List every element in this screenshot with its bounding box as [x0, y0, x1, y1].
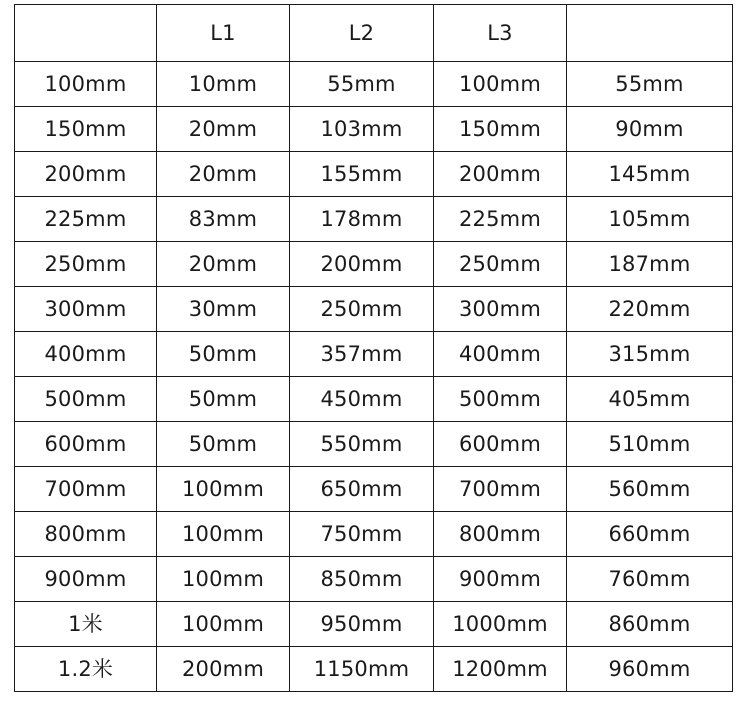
table-row — [15, 512, 733, 557]
table-cell-l2: 1150mm — [290, 647, 434, 692]
table-row — [15, 422, 733, 467]
table-cell-l2: 950mm — [290, 602, 434, 647]
table-cell-l1: 20mm — [157, 107, 290, 152]
table-cell-l2: 850mm — [290, 557, 434, 602]
table-cell-size: 200mm — [15, 152, 157, 197]
table-row — [15, 242, 733, 287]
table-cell-l1: 50mm — [157, 377, 290, 422]
table-cell-l3: 300mm — [434, 287, 567, 332]
table-cell-l3: 700mm — [434, 467, 567, 512]
table-cell-l3: 100mm — [434, 62, 567, 107]
table-cell-l1: 200mm — [157, 647, 290, 692]
table-cell-l2: 550mm — [290, 422, 434, 467]
header-cell-size — [15, 5, 157, 62]
table-cell-size: 400mm — [15, 332, 157, 377]
table-cell-size: 600mm — [15, 422, 157, 467]
table-cell-size: 1.2米 — [15, 647, 157, 692]
table-row — [15, 557, 733, 602]
table-cell-l3: 200mm — [434, 152, 567, 197]
table-cell-l2: 178mm — [290, 197, 434, 242]
table-cell-extra: 560mm — [567, 467, 733, 512]
table-cell-l2: 750mm — [290, 512, 434, 557]
table-cell-size: 800mm — [15, 512, 157, 557]
table-cell-l2: 650mm — [290, 467, 434, 512]
table-cell-l1: 30mm — [157, 287, 290, 332]
table-cell-l3: 500mm — [434, 377, 567, 422]
table-cell-l3: 225mm — [434, 197, 567, 242]
table-cell-l2: 55mm — [290, 62, 434, 107]
table-cell-l1: 50mm — [157, 422, 290, 467]
table-cell-size: 300mm — [15, 287, 157, 332]
table-row — [15, 107, 733, 152]
table-cell-l3: 800mm — [434, 512, 567, 557]
table-cell-l3: 1200mm — [434, 647, 567, 692]
table-row — [15, 287, 733, 332]
table-cell-l2: 357mm — [290, 332, 434, 377]
table-row — [15, 467, 733, 512]
table-cell-size: 700mm — [15, 467, 157, 512]
table-cell-l3: 900mm — [434, 557, 567, 602]
table-cell-l2: 250mm — [290, 287, 434, 332]
header-cell-l2: L2 — [290, 5, 434, 62]
table-cell-l2: 103mm — [290, 107, 434, 152]
table-cell-l1: 50mm — [157, 332, 290, 377]
table-cell-l3: 600mm — [434, 422, 567, 467]
table-cell-l3: 1000mm — [434, 602, 567, 647]
table-cell-extra: 960mm — [567, 647, 733, 692]
table-cell-l3: 250mm — [434, 242, 567, 287]
table-cell-l1: 100mm — [157, 512, 290, 557]
table-cell-size: 225mm — [15, 197, 157, 242]
table-cell-extra: 145mm — [567, 152, 733, 197]
table-cell-extra: 760mm — [567, 557, 733, 602]
table-row — [15, 647, 733, 692]
table-cell-l3: 400mm — [434, 332, 567, 377]
table-cell-l3: 150mm — [434, 107, 567, 152]
table-cell-extra: 220mm — [567, 287, 733, 332]
table-cell-l1: 10mm — [157, 62, 290, 107]
table-row — [15, 152, 733, 197]
table-cell-size: 100mm — [15, 62, 157, 107]
header-cell-l3: L3 — [434, 5, 567, 62]
table-cell-extra: 860mm — [567, 602, 733, 647]
table-cell-size: 500mm — [15, 377, 157, 422]
table-cell-l1: 100mm — [157, 557, 290, 602]
header-cell-l1: L1 — [157, 5, 290, 62]
table-cell-l1: 20mm — [157, 152, 290, 197]
table-cell-size: 1米 — [15, 602, 157, 647]
table-cell-l2: 200mm — [290, 242, 434, 287]
table-row — [15, 602, 733, 647]
table-cell-extra: 105mm — [567, 197, 733, 242]
table-cell-size: 150mm — [15, 107, 157, 152]
size-spec-table — [14, 4, 733, 692]
table-cell-extra: 510mm — [567, 422, 733, 467]
table-cell-l2: 450mm — [290, 377, 434, 422]
table-cell-l1: 100mm — [157, 467, 290, 512]
table-row — [15, 62, 733, 107]
table-cell-l2: 155mm — [290, 152, 434, 197]
table-cell-extra: 55mm — [567, 62, 733, 107]
table-row — [15, 332, 733, 377]
table-body — [15, 5, 733, 692]
table-cell-extra: 405mm — [567, 377, 733, 422]
table-row — [15, 377, 733, 422]
table-row — [15, 197, 733, 242]
table-cell-extra: 90mm — [567, 107, 733, 152]
table-cell-size: 250mm — [15, 242, 157, 287]
table-cell-l1: 20mm — [157, 242, 290, 287]
header-row — [15, 5, 733, 62]
table-cell-l1: 100mm — [157, 602, 290, 647]
table-cell-extra: 315mm — [567, 332, 733, 377]
table-cell-extra: 660mm — [567, 512, 733, 557]
table-cell-l1: 83mm — [157, 197, 290, 242]
table-cell-extra: 187mm — [567, 242, 733, 287]
header-cell-extra — [567, 5, 733, 62]
table-cell-size: 900mm — [15, 557, 157, 602]
